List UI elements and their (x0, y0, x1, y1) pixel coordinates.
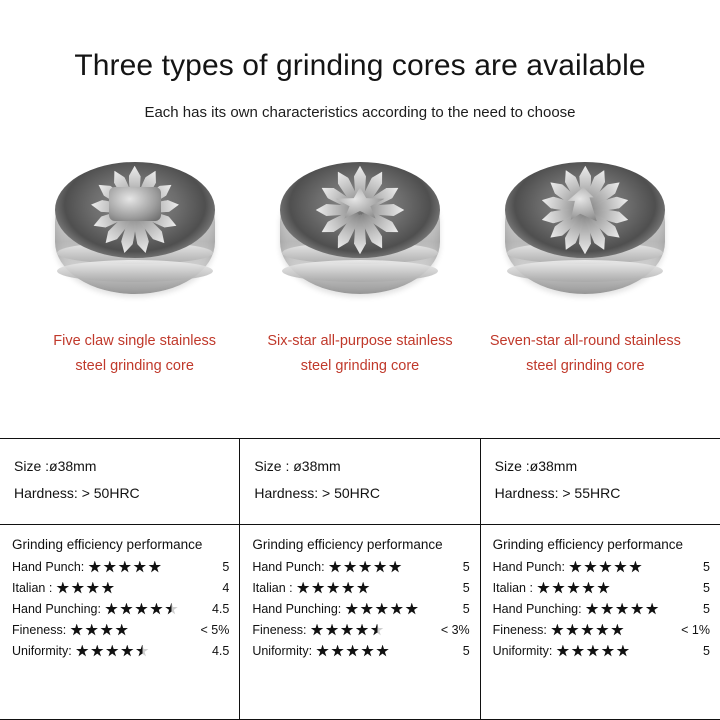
rating-row (12, 560, 229, 574)
size-label: Size (254, 458, 282, 474)
star-icon (106, 645, 119, 658)
rating-row (252, 602, 469, 616)
rating-row (493, 560, 710, 574)
rating-label: Uniformity: (252, 644, 313, 658)
star-icon (70, 624, 83, 637)
performance-title: Grinding efficiency performance (492, 537, 684, 552)
product-title-line1: Five claw single stainless (53, 333, 217, 349)
rating-stars (56, 582, 216, 595)
product-title-line2: steel grinding core (526, 358, 645, 375)
rating-label: Hand Punching: (492, 602, 582, 616)
rating-value: < 5% (200, 623, 230, 637)
star-icon (616, 603, 629, 616)
rating-label: Hand Punch: (252, 560, 325, 574)
star-icon (586, 645, 599, 658)
star-icon (118, 561, 131, 574)
star-icon (582, 582, 595, 595)
star-icon (327, 582, 340, 595)
rating-row (252, 581, 469, 595)
star-icon (100, 624, 113, 637)
rating-stars (569, 561, 697, 574)
half-star-icon (165, 603, 178, 616)
product-title-line2: steel grinding core (300, 358, 420, 375)
rating-value: 5 (222, 560, 230, 574)
star-icon (596, 624, 609, 637)
rating-stars (70, 624, 194, 637)
rating-rows (493, 560, 710, 658)
star-icon (71, 582, 84, 595)
rating-row (12, 644, 229, 658)
star-icon (361, 645, 374, 658)
rating-row (493, 581, 710, 595)
rating-stars (345, 603, 456, 616)
product-card-2 (247, 147, 472, 380)
page-subtitle: Each has its own characteristics according to the need to choose (144, 104, 576, 121)
burr-image-2 (272, 147, 448, 315)
rating-value: 4 (222, 581, 230, 595)
spec-summary-3 (481, 439, 720, 525)
star-icon (346, 645, 359, 658)
size-row (254, 453, 467, 480)
star-icon (611, 624, 624, 637)
rating-stars (551, 624, 675, 637)
star-icon (344, 561, 357, 574)
page-title: Three types of grinding cores are available (74, 49, 646, 82)
rating-value: 5 (462, 602, 470, 616)
hardness-label: Hardness: (14, 484, 78, 501)
star-icon (345, 603, 358, 616)
star-icon (326, 624, 339, 637)
spec-summary-1 (0, 439, 239, 525)
star-icon (342, 582, 355, 595)
star-icon (357, 582, 370, 595)
product-title-3 (490, 329, 681, 380)
half-star-icon (371, 624, 384, 637)
star-icon (599, 561, 612, 574)
star-icon (312, 582, 325, 595)
spec-column-1 (0, 439, 240, 719)
size-value: :ø38mm (45, 458, 97, 474)
rating-label: Italian : (492, 581, 533, 595)
star-icon (297, 582, 310, 595)
star-icon (556, 645, 569, 658)
star-icon (616, 645, 629, 658)
star-icon (91, 645, 104, 658)
star-icon (646, 603, 659, 616)
product-title-line2: steel grinding core (75, 358, 194, 375)
star-icon (356, 624, 369, 637)
burr-image-1 (47, 147, 223, 315)
star-icon (150, 603, 163, 616)
star-icon (552, 582, 565, 595)
size-value: :ø38mm (525, 458, 578, 474)
star-icon (584, 561, 597, 574)
star-icon (103, 561, 116, 574)
performance-title: Grinding efficiency performance (12, 537, 203, 552)
star-icon (76, 645, 89, 658)
rating-stars (88, 561, 216, 574)
burr-image-3 (497, 147, 673, 315)
star-icon (586, 603, 599, 616)
rating-label: Italian : (12, 581, 53, 595)
rating-label: Hand Punch: (12, 560, 85, 574)
product-title-line1: Six-star all-purpose stainless (267, 333, 453, 349)
rating-value: 5 (703, 644, 710, 658)
product-title-2 (267, 329, 452, 380)
star-icon (566, 624, 579, 637)
star-icon (581, 624, 594, 637)
rating-value: 5 (462, 560, 470, 574)
spec-column-3 (481, 439, 720, 719)
star-icon (614, 561, 627, 574)
hardness-row (254, 480, 467, 507)
star-icon (135, 603, 148, 616)
star-icon (359, 561, 372, 574)
burr-hub-claw (109, 187, 161, 221)
star-icon (567, 582, 580, 595)
rating-row (493, 602, 710, 616)
star-icon (133, 561, 146, 574)
star-icon (569, 561, 582, 574)
rating-value: 4.5 (211, 644, 230, 658)
rating-stars (556, 645, 697, 658)
star-icon (389, 561, 402, 574)
rating-stars (311, 624, 435, 637)
star-icon (331, 645, 344, 658)
hardness-row (14, 480, 227, 507)
rating-label: Italian : (252, 581, 293, 595)
star-icon (601, 645, 614, 658)
star-icon (115, 624, 128, 637)
hardness-value: > 50HRC (322, 484, 380, 501)
product-title-1 (53, 329, 216, 380)
rating-rows (252, 560, 469, 658)
rating-value: < 3% (440, 623, 470, 637)
rating-stars (329, 561, 457, 574)
rating-value: < 1% (681, 623, 710, 637)
star-icon (148, 561, 161, 574)
star-icon (120, 603, 133, 616)
rating-value: 5 (462, 644, 470, 658)
star-icon (360, 603, 373, 616)
star-icon (101, 582, 114, 595)
star-icon (551, 624, 564, 637)
star-icon (537, 582, 550, 595)
rating-stars (586, 603, 697, 616)
star-icon (374, 561, 387, 574)
star-icon (375, 603, 388, 616)
rating-label: Hand Punch: (492, 560, 565, 574)
performance-block-1 (0, 525, 239, 673)
star-icon (597, 582, 610, 595)
product-gallery (0, 121, 720, 380)
product-title-line1: Seven-star all-round stainless (489, 333, 681, 349)
star-icon (88, 561, 101, 574)
star-icon (405, 603, 418, 616)
rating-value: 5 (462, 581, 470, 595)
star-icon (601, 603, 614, 616)
rating-label: Uniformity: (492, 644, 553, 658)
product-card-1 (22, 147, 247, 380)
size-value: : ø38mm (285, 458, 341, 474)
spec-column-2 (240, 439, 480, 719)
star-icon (341, 624, 354, 637)
hardness-value: > 55HRC (562, 484, 621, 501)
performance-title: Grinding efficiency performance (252, 537, 443, 552)
rating-row (12, 623, 229, 637)
hardness-value: > 50HRC (81, 484, 140, 501)
rating-stars (297, 582, 457, 595)
rating-row (493, 644, 710, 658)
star-icon (329, 561, 342, 574)
star-icon (311, 624, 324, 637)
rating-stars (105, 603, 206, 616)
product-card-3 (473, 147, 698, 380)
rating-row (252, 623, 469, 637)
rating-label: Hand Punching: (12, 602, 101, 616)
rating-stars (316, 645, 457, 658)
size-label: Size (14, 458, 42, 474)
size-row (495, 453, 708, 480)
hardness-label: Hardness: (254, 484, 319, 501)
half-star-icon (136, 645, 149, 658)
rating-label: Uniformity: (12, 644, 72, 658)
spec-summary-2 (240, 439, 479, 525)
star-icon (390, 603, 403, 616)
rating-label: Hand Punching: (252, 602, 342, 616)
star-icon (631, 603, 644, 616)
star-icon (86, 582, 99, 595)
rating-value: 5 (703, 581, 710, 595)
rating-value: 5 (703, 602, 710, 616)
rating-label: Fineness: (12, 623, 67, 637)
star-icon (56, 582, 69, 595)
rating-value: 4.5 (211, 602, 230, 616)
rating-value: 5 (703, 560, 710, 574)
size-row (14, 453, 227, 480)
rating-row (252, 644, 469, 658)
star-icon (85, 624, 98, 637)
star-icon (376, 645, 389, 658)
rating-row (12, 602, 229, 616)
rating-label: Fineness: (492, 623, 547, 637)
rating-rows (12, 560, 229, 658)
spec-comparison-table (0, 438, 720, 720)
performance-block-2 (240, 525, 479, 673)
rating-row (252, 560, 469, 574)
rating-label: Fineness: (252, 623, 307, 637)
star-icon (629, 561, 642, 574)
hardness-row (495, 480, 708, 507)
star-icon (105, 603, 118, 616)
rating-row (493, 623, 710, 637)
size-label: Size (494, 458, 522, 474)
star-icon (121, 645, 134, 658)
rating-stars (537, 582, 697, 595)
star-icon (316, 645, 329, 658)
rating-stars (76, 645, 206, 658)
star-icon (571, 645, 584, 658)
rating-row (12, 581, 229, 595)
hardness-label: Hardness: (494, 484, 559, 501)
performance-block-3 (481, 525, 720, 673)
